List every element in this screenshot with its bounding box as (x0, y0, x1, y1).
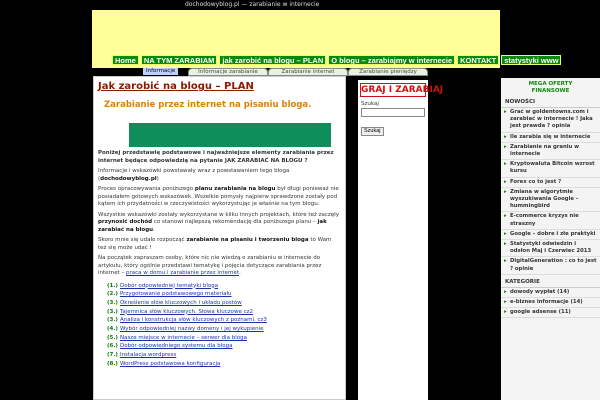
step-link[interactable]: Określenie słów kluczowych i układu postów (119, 299, 242, 306)
nav-home[interactable]: Home (112, 55, 139, 65)
nav-jak-zarobic-plan[interactable]: jak zarobić na blogu – PLAN (219, 55, 326, 65)
post-subtitle: Zarabianie przez internet na pisaniu bloga. (104, 100, 312, 110)
paragraph-2: Proces opracowywania poniższego planu zarabiania na blogu był długi ponieważ nie posiadałem gotowych wskazówek. Wszelkie pomysły najpierw sprawdzone zostały pod kątem ich przydatności w rzeczywistości wykorzystując je właśnie na tym blogu. (98, 186, 339, 207)
list-item: (5.) Nasze miejsce w internecie – serwer dla bloga (107, 334, 247, 341)
search-input[interactable] (361, 108, 425, 117)
list-item[interactable]: ▸ Zmiana w algorytmie wyszukiwania Google – hummingbird (501, 188, 600, 213)
praca-w-domu-link[interactable]: praca w domu i zarabianie przez internet (126, 270, 240, 276)
right-sidebar (501, 78, 600, 400)
paragraph-4: Skoro mnie się udało rozpocząć zarabianie na pisaniu i tworzeniu bloga to Wam też się może udać ! (98, 237, 332, 251)
step-link[interactable]: WordPress podstawowa konfiguracja (119, 360, 221, 367)
middle-column (358, 80, 444, 400)
step-link[interactable]: Instalacja wordpress (119, 352, 177, 359)
categories-heading: KATEGORIE (501, 275, 600, 288)
list-item: (3.) Określenie słów kluczowych i układu postów (107, 299, 242, 306)
graj-i-zarabiaj-banner[interactable]: GRAJ I ZARABIAJ (361, 85, 444, 95)
list-item: (7.) Instalacja wordpress (107, 352, 177, 359)
search-label: Szukaj (361, 101, 379, 107)
list-item[interactable]: ▸ e-biznes informacje (14) (501, 298, 600, 308)
plan-steps-list (98, 282, 341, 369)
list-item[interactable]: ▸ Forex co to jest ? (501, 178, 600, 188)
post-intro: Poniżej przedstawię podstawowe i najważniejsze elementy zarabiania przez internet będące odpowiedzią na pytanie JAK ZARABIAĆ NA BLOGU ? (98, 150, 334, 164)
nav-o-blogu[interactable]: O blogu – zarabiajmy w internecie (328, 55, 455, 65)
post-content (93, 76, 346, 400)
search-button[interactable]: Szukaj (361, 127, 384, 136)
news-list (501, 108, 600, 275)
step-link[interactable]: Nasze miejsce w internecie – serwer dla bloga (119, 334, 247, 341)
list-item[interactable]: ▸ Grać w goldentowns.com i zarabiać w internecie ! Jaka jest prawda ? opinia (501, 108, 600, 133)
mega-oferty-heading[interactable]: MEGA OFERTY FINANSOWE (528, 81, 573, 94)
list-item[interactable]: ▸ DigitalGeneration : co to jest ? opinie (501, 257, 600, 274)
list-item[interactable]: ▸ Statystyki odwiedzin i odsłon Maj i Czerwiec 2013 (501, 240, 600, 257)
tab-zarabianie-internet[interactable]: Zarabianie internet (268, 68, 348, 76)
post-title[interactable]: Jak zarobić na blogu – PLAN (98, 81, 254, 92)
top-strip (0, 0, 600, 10)
paragraph-1: Informacje i wskazówki powstawały wraz z powstawaniem tego bloga (dochodowyblog.pl) (98, 168, 290, 182)
nav-kontakt[interactable]: KONTAKT (457, 55, 499, 65)
list-item: (1.) Dobór odpowiedniej tematyki bloga (107, 282, 219, 289)
tab-informacje-zarabianie[interactable]: Informacje zarabianie (188, 68, 268, 76)
list-item[interactable]: ▸ Kryptowaluta Bitcoin wzrost kursu (501, 160, 600, 177)
list-item: (4.) Wybór odpowiedniej nazwy domeny i jej wykupienie (107, 326, 264, 333)
step-link[interactable]: Przygotowanie podstawowego materiału (119, 291, 232, 298)
ad-banner[interactable] (129, 123, 331, 147)
top-strip-text: dochodowyblog.pl — zarabianie w internecie (185, 1, 320, 8)
list-item[interactable]: ▸ Zarabianie na graniu w internecie (501, 143, 600, 160)
categories-list (501, 288, 600, 319)
list-item: (3.) Analiza i konstrukcja słów kluczowych z poznami. cz3 (107, 317, 267, 324)
list-item: (2.) Przygotowanie podstawowego materiału (107, 291, 232, 298)
list-item[interactable]: ▸ google adsense (11) (501, 308, 600, 318)
main-nav (112, 55, 561, 65)
list-item[interactable]: ▸ Ile zarabia się w internecie (501, 133, 600, 143)
nav-statystyki[interactable]: statystyki www (501, 55, 561, 65)
list-item[interactable]: ▸ Google – dobre i złe praktyki (501, 230, 600, 240)
step-link[interactable]: Dobór odpowiedniej tematyki bloga (119, 282, 219, 289)
list-item[interactable]: ▸ dowody wypłat (14) (501, 288, 600, 298)
tab-zarabianie-pieniedzy[interactable]: Zarabianie pieniędzy (348, 68, 428, 76)
list-item: (3.) Tajemnica słów kluczowych. Słowa kluczowe cz2 (107, 308, 254, 315)
list-item: (8.) WordPress podstawowa konfiguracja (107, 360, 221, 367)
nav-na-tym-zarabiam[interactable]: NA TYM ZARABIAM (141, 55, 218, 65)
news-heading: NOWOŚCI (501, 95, 600, 108)
step-link[interactable]: Wybór odpowiedniej nazwy domeny i jej wykupienie (119, 326, 264, 333)
step-link[interactable]: Tajemnica słów kluczowych. Słowa kluczowe cz2 (119, 308, 254, 315)
list-item[interactable]: ▸ E-commerce kryzys nie straszny (501, 212, 600, 229)
paragraph-3: Wszystkie wskazówki zostały wykorzystane w kilku innych projektach, które też zaczęły przynosić dochód co stanowi najlepszą rekomendację dla poniższego planu – jak zarabiać na blogu. (98, 211, 339, 233)
paragraph-5: Na początek zapraszam osoby, które nic nie wiedzą o zarabianiu w internecie do artykułu, który ogólnie przedstawi tematykę i pojęcia dotyczące zarabiania przez internet – praca w domu i zarabianie przez internet. (98, 255, 322, 276)
sub-tabs (188, 68, 428, 76)
step-link[interactable]: Analiza i konstrukcja słów kluczowych z poznami. cz3 (119, 317, 267, 324)
list-item: (6.) Dobór odpowiedniego systemu dla bloga (107, 343, 233, 350)
step-link[interactable]: Dobór odpowiedniego systemu dla bloga (119, 343, 233, 350)
info-tag[interactable]: Informacje (143, 68, 178, 75)
